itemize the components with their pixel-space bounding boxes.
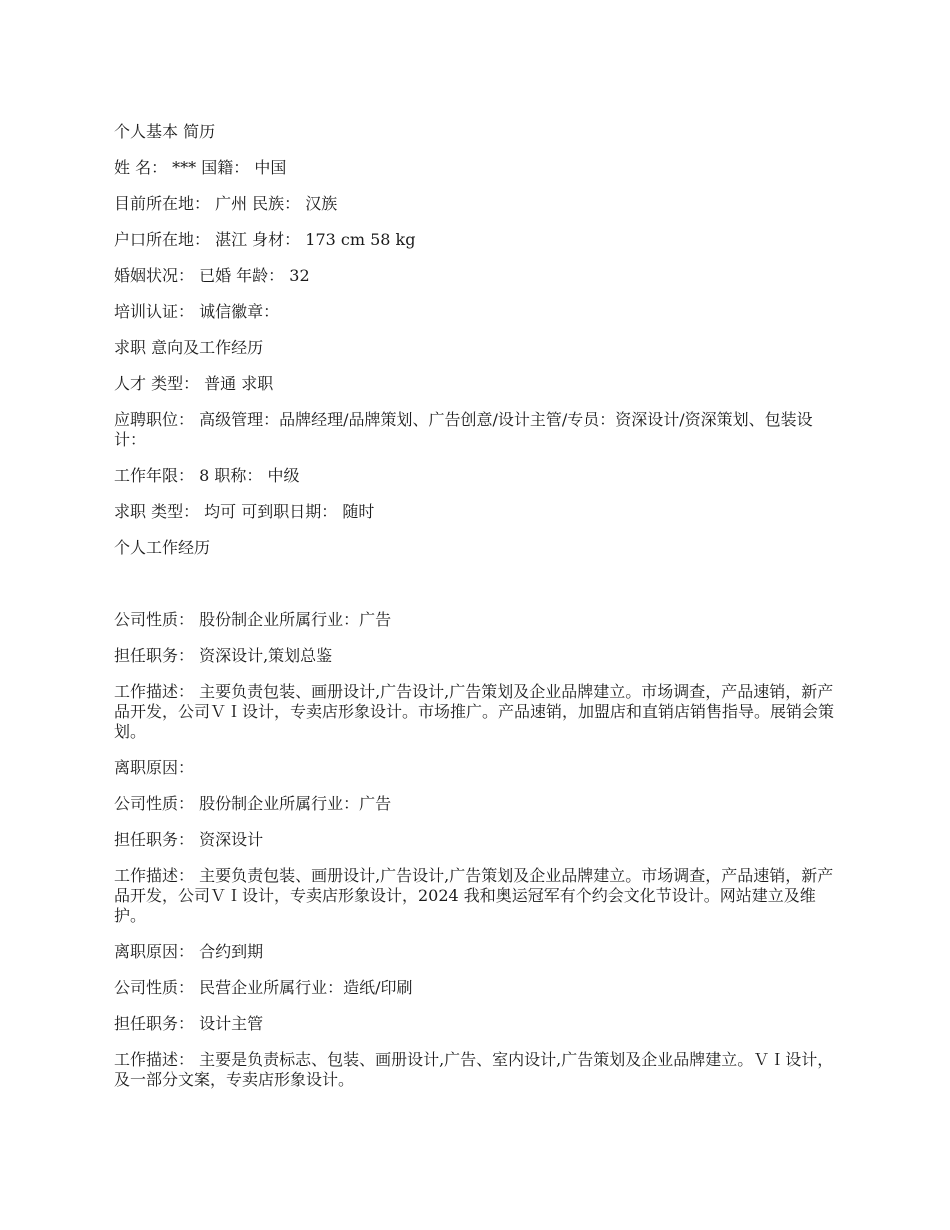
location-ethnicity-line: 目前所在地： 广州 民族： 汉族 — [114, 194, 338, 213]
company-type-line: 公司性质： 民营企业所属行业：造纸/印刷 — [114, 978, 413, 997]
description-line: 工作描述： 主要负责包装、画册设计,广告设计,广告策划及企业品牌建立。市场调查，产品速销，新产品开发，公司ＶＩ设计，专卖店形象设计，2024 我和奥运冠军有个约会文化节设计。网站建立及维护。 — [114, 866, 834, 925]
experience-entry — [114, 978, 844, 1090]
years-title-line: 工作年限： 8 职称： 中级 — [114, 466, 300, 485]
role-line: 担任职务： 资深设计 — [114, 830, 264, 849]
description-line: 工作描述： 主要负责包装、画册设计,广告设计,广告策划及企业品牌建立。市场调查，产品速销，新产品开发，公司ＶＩ设计，专卖店形象设计。市场推广。产品速销，加盟店和直销店销售指导。展销会策划。 — [114, 682, 835, 741]
position-line: 应聘职位： 高级管理：品牌经理/品牌策划、广告创意/设计主管/专员：资深设计/资深策划、包装设计： — [114, 410, 813, 449]
job-type-date-line: 求职 类型： 均可 可到职日期： 随时 — [114, 502, 375, 521]
section-experience-title: 个人工作经历 — [114, 538, 211, 557]
role-line: 担任职务： 设计主管 — [114, 1014, 264, 1033]
company-type-line: 公司性质： 股份制企业所属行业：广告 — [114, 610, 392, 629]
training-line: 培训认证： 诚信徽章： — [114, 302, 280, 321]
resume-document — [114, 122, 844, 1106]
description-line: 工作描述： 主要是负责标志、包装、画册设计,广告、室内设计,广告策划及企业品牌建立。ＶＩ设计，及一部分文案，专卖店形象设计。 — [114, 1050, 834, 1089]
section-basic-title: 个人基本 简历 — [114, 122, 216, 141]
experience-entry — [114, 610, 844, 778]
hukou-height-line: 户口所在地： 湛江 身材： 173 cm 58 kg — [114, 230, 416, 249]
talent-type-line: 人才 类型： 普通 求职 — [114, 374, 274, 393]
leave-reason-line: 离职原因： — [114, 758, 195, 777]
name-nationality-line: 姓 名： *** 国籍： 中国 — [114, 158, 287, 177]
company-type-line: 公司性质： 股份制企业所属行业：广告 — [114, 794, 392, 813]
blank-spacer — [114, 574, 844, 610]
role-line: 担任职务： 资深设计,策划总鉴 — [114, 646, 333, 665]
section-intent-title: 求职 意向及工作经历 — [114, 338, 264, 357]
leave-reason-line: 离职原因： 合约到期 — [114, 942, 264, 961]
marriage-age-line: 婚姻状况： 已婚 年龄： 32 — [114, 266, 310, 285]
experience-entry — [114, 794, 844, 962]
